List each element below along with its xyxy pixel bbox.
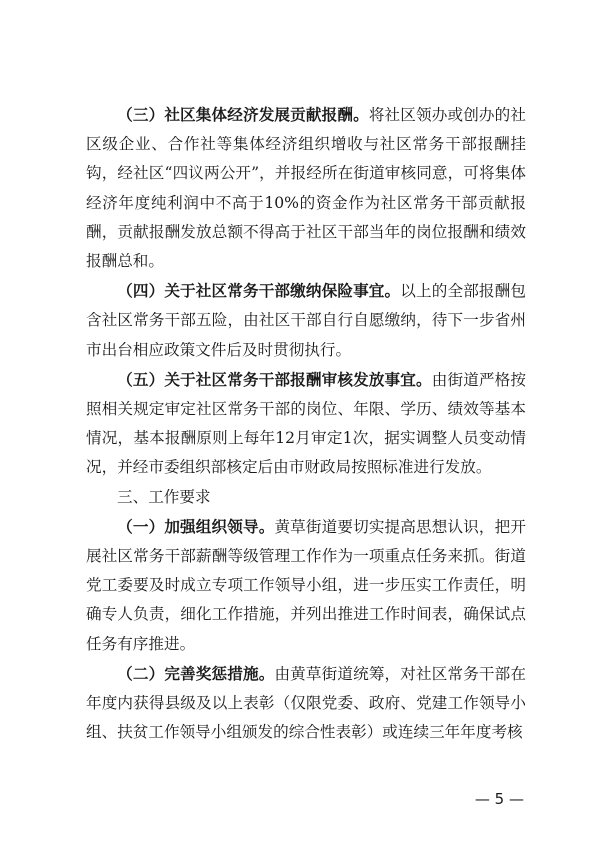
paragraph-collective-economy <box>86 100 526 276</box>
document-body <box>86 100 526 747</box>
paragraph-text: 以上的全部报酬包含社区常务干部五险，由社区干部自行自愿缴纳，待下一步省州市出台相应政策文件后及时贯彻执行。 <box>86 282 526 359</box>
paragraph-text: 将社区领办或创办的社区级企业、合作社等集体经济组织增收与社区常务干部报酬挂钩，经社区“四议两公开”，并报经所在街道审核同意，可将集体经济年度纯利润中不高于10%的资金作为社区常务干部贡献报酬，贡献报酬发放总额不得高于社区干部当年的岗位报酬和绩效报酬总和。 <box>86 106 526 271</box>
paragraph-heading: （二）完善奖惩措施。 <box>117 663 275 683</box>
paragraph-text: 黄草街道要切实提高思想认识，把开展社区常务干部薪酬等级管理工作作为一项重点任务来抓。街道党工委要及时成立专项工作领导小组，进一步压实工作责任，明确专人负责，细化工作措施，并列出推进工作时间表，确保试点任务有序推进。 <box>86 517 526 653</box>
paragraph-heading: （四）关于社区常务干部缴纳保险事宜。 <box>117 281 401 301</box>
section-title <box>86 483 526 512</box>
paragraph-heading: （一）加强组织领导。 <box>117 516 275 536</box>
paragraph-review-payment <box>86 365 526 483</box>
paragraph-heading: （三）社区集体经济发展贡献报酬。 <box>117 105 369 124</box>
paragraph-text: 由黄草街道统筹，对社区常务干部在年度内获得县级及以上表彰（仅限党委、政府、党建工作领导小组、扶贫工作领导小组颁发的综合性表彰）或连续三年年度考核 <box>86 664 526 742</box>
paragraph-organization-leadership <box>86 512 526 659</box>
page-number: — 5 — <box>474 790 524 808</box>
paragraph-reward-punishment <box>86 659 526 748</box>
paragraph-text: 由街道严格按照相关规定审定社区常务干部的岗位、年限、学历、绩效等基本情况，基本报酬原则上每年12月审定1次，据实调整人员变动情况，并经市委组织部核定后由市财政局按照标准进行发放。 <box>86 370 526 477</box>
paragraph-insurance <box>86 276 526 365</box>
section-title-text: 三、工作要求 <box>117 487 211 506</box>
paragraph-heading: （五）关于社区常务干部报酬审核发放事宜。 <box>117 369 432 389</box>
